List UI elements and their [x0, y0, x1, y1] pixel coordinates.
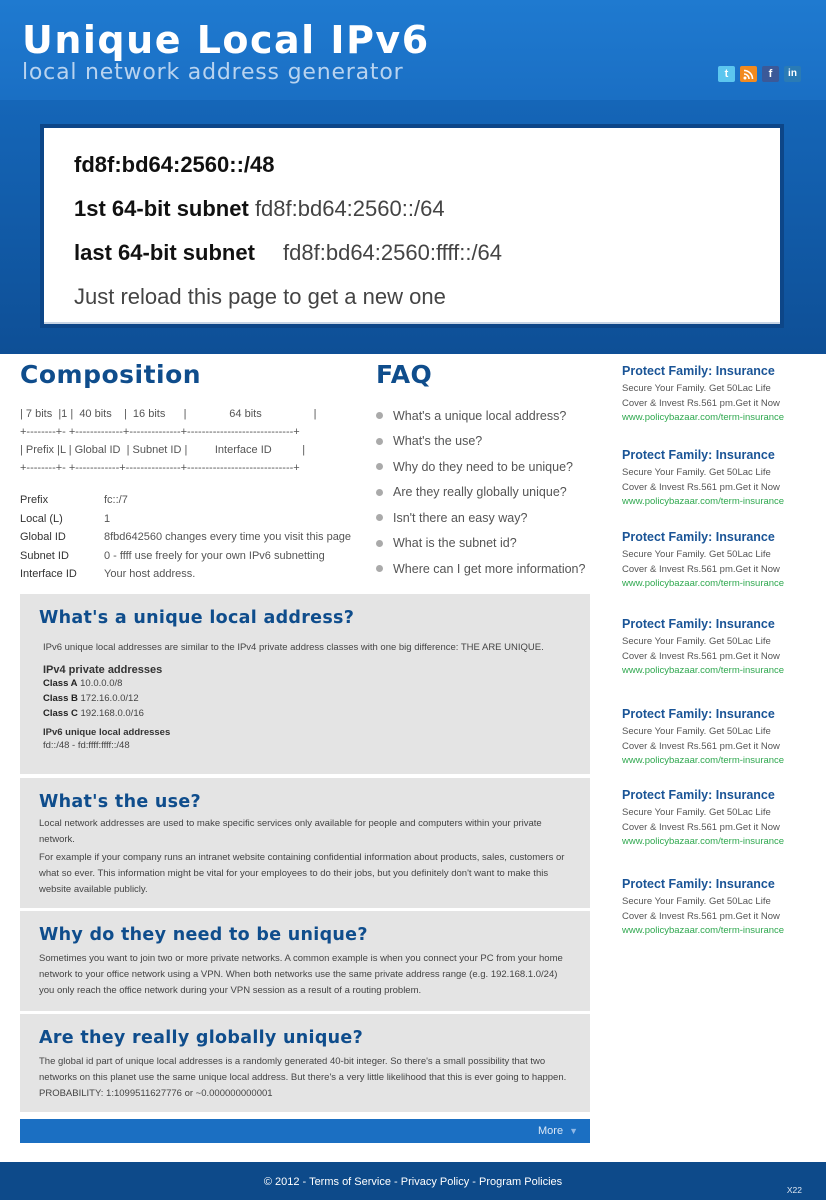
bullet-icon	[376, 514, 383, 521]
site-subtitle: local network address generator	[22, 60, 404, 85]
faq-item[interactable]	[376, 531, 606, 557]
ad-text: Cover & Invest Rs.561 pm.Get it Now	[622, 741, 780, 752]
ad-text: Secure Your Family. Get 50Lac Life	[622, 807, 771, 818]
field-value: Your host address.	[104, 568, 196, 580]
faq-title: FAQ	[376, 360, 433, 389]
faq-section	[376, 360, 606, 582]
faq-item[interactable]	[376, 403, 606, 429]
site-footer	[0, 1162, 826, 1200]
rss-glyph	[743, 69, 754, 80]
separator: -	[390, 1176, 401, 1188]
ad-text: Cover & Invest Rs.561 pm.Get it Now	[622, 564, 780, 575]
ad-text: Secure Your Family. Get 50Lac Life	[622, 896, 771, 907]
ascii-row: +--------+- +-------------+--------------+-----------------------------+	[20, 426, 300, 438]
ad-text: Secure Your Family. Get 50Lac Life	[622, 726, 771, 737]
bullet-icon	[376, 489, 383, 496]
ad-item[interactable]	[622, 530, 822, 591]
ipv6-range: fd::/48 - fd:ffff:ffff::/48	[43, 740, 130, 751]
ad-text: Cover & Invest Rs.561 pm.Get it Now	[622, 398, 780, 409]
ad-text: Cover & Invest Rs.561 pm.Get it Now	[622, 651, 780, 662]
faq-link[interactable]: What's a unique local address?	[393, 408, 567, 423]
panel-whats-the-use	[20, 778, 590, 908]
footer-code: X22	[786, 1185, 802, 1195]
ad-text: Cover & Invest Rs.561 pm.Get it Now	[622, 822, 780, 833]
class-label: Class B	[43, 693, 78, 704]
site-title: Unique Local IPv6	[22, 18, 430, 62]
class-label: Class A	[43, 678, 78, 689]
more-button[interactable]	[20, 1119, 590, 1143]
ad-item[interactable]	[622, 707, 822, 768]
composition-title: Composition	[20, 360, 202, 389]
ad-url[interactable]: www.policybazaar.com/term-insurance	[622, 412, 785, 423]
panel-paragraph: Local network addresses are used to make specific services only available for people and computers within your private network.	[39, 818, 542, 845]
ipv6-subtitle: IPv6 unique local addresses	[43, 727, 171, 738]
composition-fields	[20, 491, 360, 584]
field-key: Local (L)	[20, 512, 63, 525]
faq-item[interactable]	[376, 454, 606, 480]
field-key: Prefix	[20, 494, 49, 506]
ad-item[interactable]	[622, 788, 822, 849]
field-value: 8fbd642560 changes every time you visit this page	[104, 531, 352, 543]
separator: -	[469, 1176, 480, 1188]
panel-intro: IPv6 unique local addresses are similar to the IPv4 private address classes with one big difference: THE ARE UNIQUE.	[43, 642, 544, 653]
ad-text: Secure Your Family. Get 50Lac Life	[622, 636, 771, 647]
ad-url[interactable]: www.policybazaar.com/term-insurance	[622, 496, 785, 507]
last-subnet-label: last 64-bit subnet	[74, 240, 255, 265]
more-label: More	[538, 1125, 564, 1137]
privacy-link[interactable]: Privacy Policy	[400, 1176, 470, 1188]
ad-url[interactable]: www.policybazaar.com/term-insurance	[622, 665, 785, 676]
panel-title: Why do they need to be unique?	[39, 925, 368, 945]
facebook-icon[interactable]: f	[762, 66, 779, 82]
copyright: © 2012	[263, 1176, 300, 1188]
ad-title[interactable]: Protect Family: Insurance	[622, 364, 775, 378]
ascii-row: +--------+- +------------+---------------+-----------------------------+	[20, 462, 300, 474]
hero-banner	[0, 100, 826, 354]
faq-link[interactable]: Why do they need to be unique?	[393, 459, 573, 474]
panel-why-unique	[20, 911, 590, 1011]
terms-link[interactable]: Terms of Service	[309, 1176, 391, 1188]
ascii-row: | Prefix |L | Global ID | Subnet ID | Interface ID |	[20, 444, 306, 456]
chevron-down-icon: ▼	[569, 1126, 578, 1136]
linkedin-icon[interactable]: in	[784, 66, 801, 82]
ad-title[interactable]: Protect Family: Insurance	[622, 530, 775, 544]
prefix-line	[74, 150, 780, 194]
class-value: 192.168.0.0/16	[80, 708, 144, 719]
field-row	[20, 565, 360, 584]
faq-link[interactable]: Where can I get more information?	[393, 561, 586, 576]
ad-text: Secure Your Family. Get 50Lac Life	[622, 383, 771, 394]
composition-diagram	[20, 405, 360, 477]
faq-item[interactable]	[376, 429, 606, 455]
class-row	[39, 691, 572, 706]
last-subnet-line	[74, 238, 780, 282]
bullet-icon	[376, 540, 383, 547]
field-row	[20, 547, 360, 566]
ad-item[interactable]	[622, 364, 822, 425]
class-label: Class C	[43, 708, 78, 719]
reload-note: Just reload this page to get a new one	[74, 284, 446, 309]
panel-title: What's a unique local address?	[39, 608, 355, 628]
faq-link[interactable]: What is the subnet id?	[393, 536, 517, 551]
field-row	[20, 528, 360, 547]
generated-address-box	[44, 128, 780, 324]
field-value: fc::/7	[104, 494, 128, 506]
field-row	[20, 510, 360, 529]
class-value: 10.0.0.0/8	[80, 678, 123, 689]
panel-unique-local-address	[20, 594, 590, 774]
field-key: Subnet ID	[20, 549, 69, 562]
first-subnet-line	[74, 194, 780, 238]
ad-text: Secure Your Family. Get 50Lac Life	[622, 549, 771, 560]
site-header	[0, 0, 826, 100]
faq-item[interactable]	[376, 480, 606, 506]
ad-url[interactable]: www.policybazaar.com/term-insurance	[622, 578, 785, 589]
field-row	[20, 491, 360, 510]
ad-item[interactable]	[622, 617, 822, 678]
field-value: 0 - ffff use freely for your own IPv6 subnetting	[104, 549, 325, 562]
hero-frame	[40, 124, 784, 328]
ascii-row: | 7 bits |1 | 40 bits | 16 bits | 64 bits |	[20, 408, 317, 420]
ad-text: Secure Your Family. Get 50Lac Life	[622, 467, 771, 478]
composition-section	[20, 360, 360, 584]
faq-list	[376, 403, 606, 582]
panel-paragraph: The global id part of unique local addresses is a randomly generated 40-bit integer. So there's a small possibility that two networks on this planet use the same unique local address. But there's a very little likelihood that this is ever going to happen. PROBABILITY: 1:1099511627776 or ~0.000000000001	[39, 1056, 567, 1099]
program-policies-link[interactable]: Program Policies	[479, 1176, 563, 1188]
rss-icon[interactable]	[740, 66, 757, 82]
ad-url[interactable]: www.policybazaar.com/term-insurance	[622, 755, 785, 766]
first-subnet-value: fd8f:bd64:2560::/64	[254, 196, 445, 221]
class-row	[39, 706, 572, 721]
last-subnet-value: fd8f:bd64:2560:ffff::/64	[283, 240, 503, 265]
ad-title[interactable]: Protect Family: Insurance	[622, 877, 775, 891]
faq-link[interactable]: What's the use?	[393, 434, 483, 449]
panel-title: What's the use?	[39, 792, 201, 812]
panel-paragraph: For example if your company runs an intranet website containing confidential information about products, sales, customers or what so ever. This information might be vital for your employees to do their jobs, but you definitely don't want to make this website available publicly.	[39, 852, 565, 895]
ad-text: Cover & Invest Rs.561 pm.Get it Now	[622, 482, 780, 493]
faq-item[interactable]	[376, 505, 606, 531]
ad-title[interactable]: Protect Family: Insurance	[622, 707, 775, 721]
ad-item[interactable]	[622, 877, 822, 938]
ad-item[interactable]	[622, 448, 822, 509]
ipv4-subtitle: IPv4 private addresses	[43, 664, 163, 676]
class-row	[39, 676, 572, 691]
social-links	[718, 66, 801, 82]
first-subnet-label: 1st 64-bit subnet	[74, 196, 249, 221]
field-key: Global ID	[20, 531, 66, 543]
bullet-icon	[376, 412, 383, 419]
ad-url[interactable]: www.policybazaar.com/term-insurance	[622, 836, 785, 847]
field-key: Interface ID	[20, 568, 77, 580]
field-value: 1	[104, 512, 111, 525]
separator: -	[299, 1176, 310, 1188]
ad-url[interactable]: www.policybazaar.com/term-insurance	[622, 925, 785, 936]
bullet-icon	[376, 438, 383, 445]
ad-title[interactable]: Protect Family: Insurance	[622, 617, 775, 631]
bullet-icon	[376, 565, 383, 572]
ad-title[interactable]: Protect Family: Insurance	[622, 448, 775, 462]
panel-paragraph: Sometimes you want to join two or more private networks. A common example is when you connect your PC from your home network to your office network using a VPN. When both networks use the same private address range (e.g. 192.168.1.0/24) you only reach the office network during your VPN session as a result of a routing problem.	[39, 953, 563, 996]
panel-title: Are they really globally unique?	[39, 1028, 364, 1048]
ad-title[interactable]: Protect Family: Insurance	[622, 788, 775, 802]
twitter-icon[interactable]: t	[718, 66, 735, 82]
faq-link[interactable]: Isn't there an easy way?	[393, 510, 528, 525]
faq-link[interactable]: Are they really globally unique?	[393, 485, 567, 500]
class-value: 172.16.0.0/12	[80, 693, 139, 704]
faq-item[interactable]	[376, 556, 606, 582]
bullet-icon	[376, 463, 383, 470]
ad-text: Cover & Invest Rs.561 pm.Get it Now	[622, 911, 780, 922]
generated-prefix: fd8f:bd64:2560::/48	[74, 152, 275, 177]
footer-links	[0, 1176, 826, 1188]
panel-globally-unique	[20, 1014, 590, 1112]
